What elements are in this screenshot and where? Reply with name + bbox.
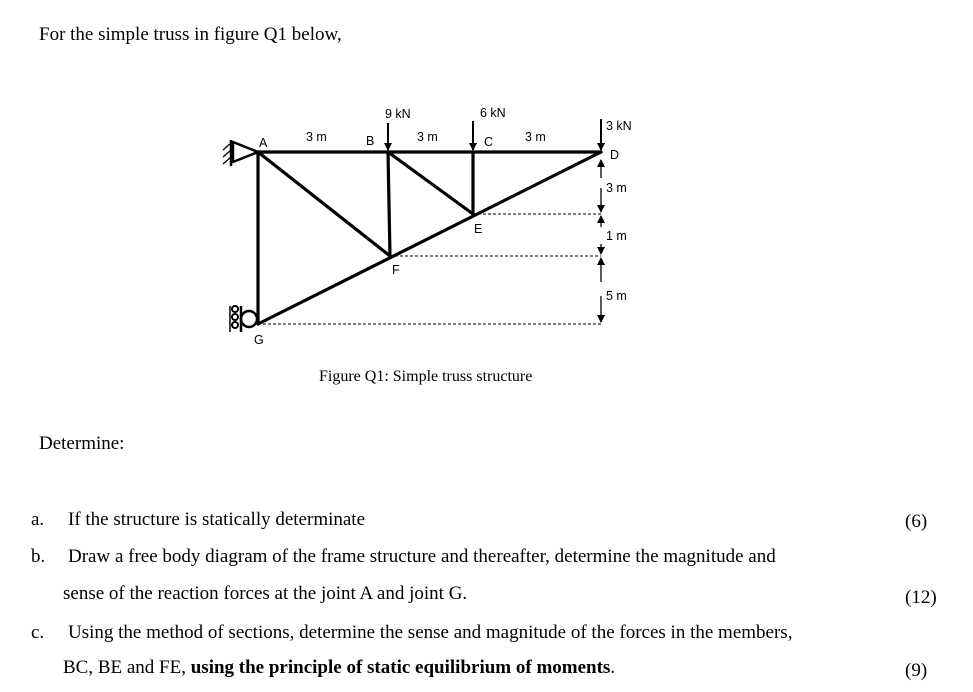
question-a-text: If the structure is statically determinate <box>68 509 366 530</box>
question-c-label: c. <box>31 622 45 643</box>
question-c-period: . <box>610 657 616 678</box>
pin-support-icon <box>223 140 258 166</box>
height-label-EF: 1 m <box>606 229 627 243</box>
figure-caption: Figure Q1: Simple truss structure <box>319 368 533 385</box>
question-b-text-line2: sense of the reaction forces at the joint A and joint G. <box>63 583 468 604</box>
joint-label-F: F <box>392 263 400 277</box>
question-b-label: b. <box>31 546 46 567</box>
load-label-C: 6 kN <box>480 106 506 120</box>
question-c-text-line2 <box>63 657 615 679</box>
height-label-FG: 5 m <box>606 289 627 303</box>
joint-label-E: E <box>474 222 483 236</box>
member-BF <box>388 152 390 256</box>
joint-label-C: C <box>484 135 494 149</box>
question-a-marks: (6) <box>905 511 928 532</box>
span-label-AB: 3 m <box>306 130 327 144</box>
dashed-reference-lines <box>258 214 601 324</box>
load-label-B: 9 kN <box>385 107 411 121</box>
question-b-text-line1: Draw a free body diagram of the frame structure and thereafter, determine the magnitude and <box>68 546 776 567</box>
load-label-D: 3 kN <box>606 119 632 133</box>
joint-label-G: G <box>254 333 264 347</box>
determine-heading: Determine: <box>39 433 125 454</box>
height-label-DE: 3 m <box>606 181 627 195</box>
question-b-marks: (12) <box>905 587 937 608</box>
joint-label-B: B <box>366 134 375 148</box>
joint-label-A: A <box>259 136 268 150</box>
span-label-BC: 3 m <box>417 130 438 144</box>
question-c-marks: (9) <box>905 660 928 681</box>
joint-label-D: D <box>610 148 620 162</box>
question-c-text-line1: Using the method of sections, determine the sense and magnitude of the forces in the members, <box>68 622 793 643</box>
truss-members <box>258 152 601 324</box>
intro-text: For the simple truss in figure Q1 below, <box>39 24 342 45</box>
question-c-members: BC, BE and FE, <box>63 657 191 678</box>
question-c-emphasis: using the principle of static equilibrium of moments <box>190 657 611 678</box>
question-a-label: a. <box>31 509 45 530</box>
roller-support-icon <box>230 306 257 332</box>
member-AF <box>258 152 390 256</box>
member-GD <box>258 152 601 324</box>
span-label-CD: 3 m <box>525 130 546 144</box>
member-BE <box>388 152 473 214</box>
